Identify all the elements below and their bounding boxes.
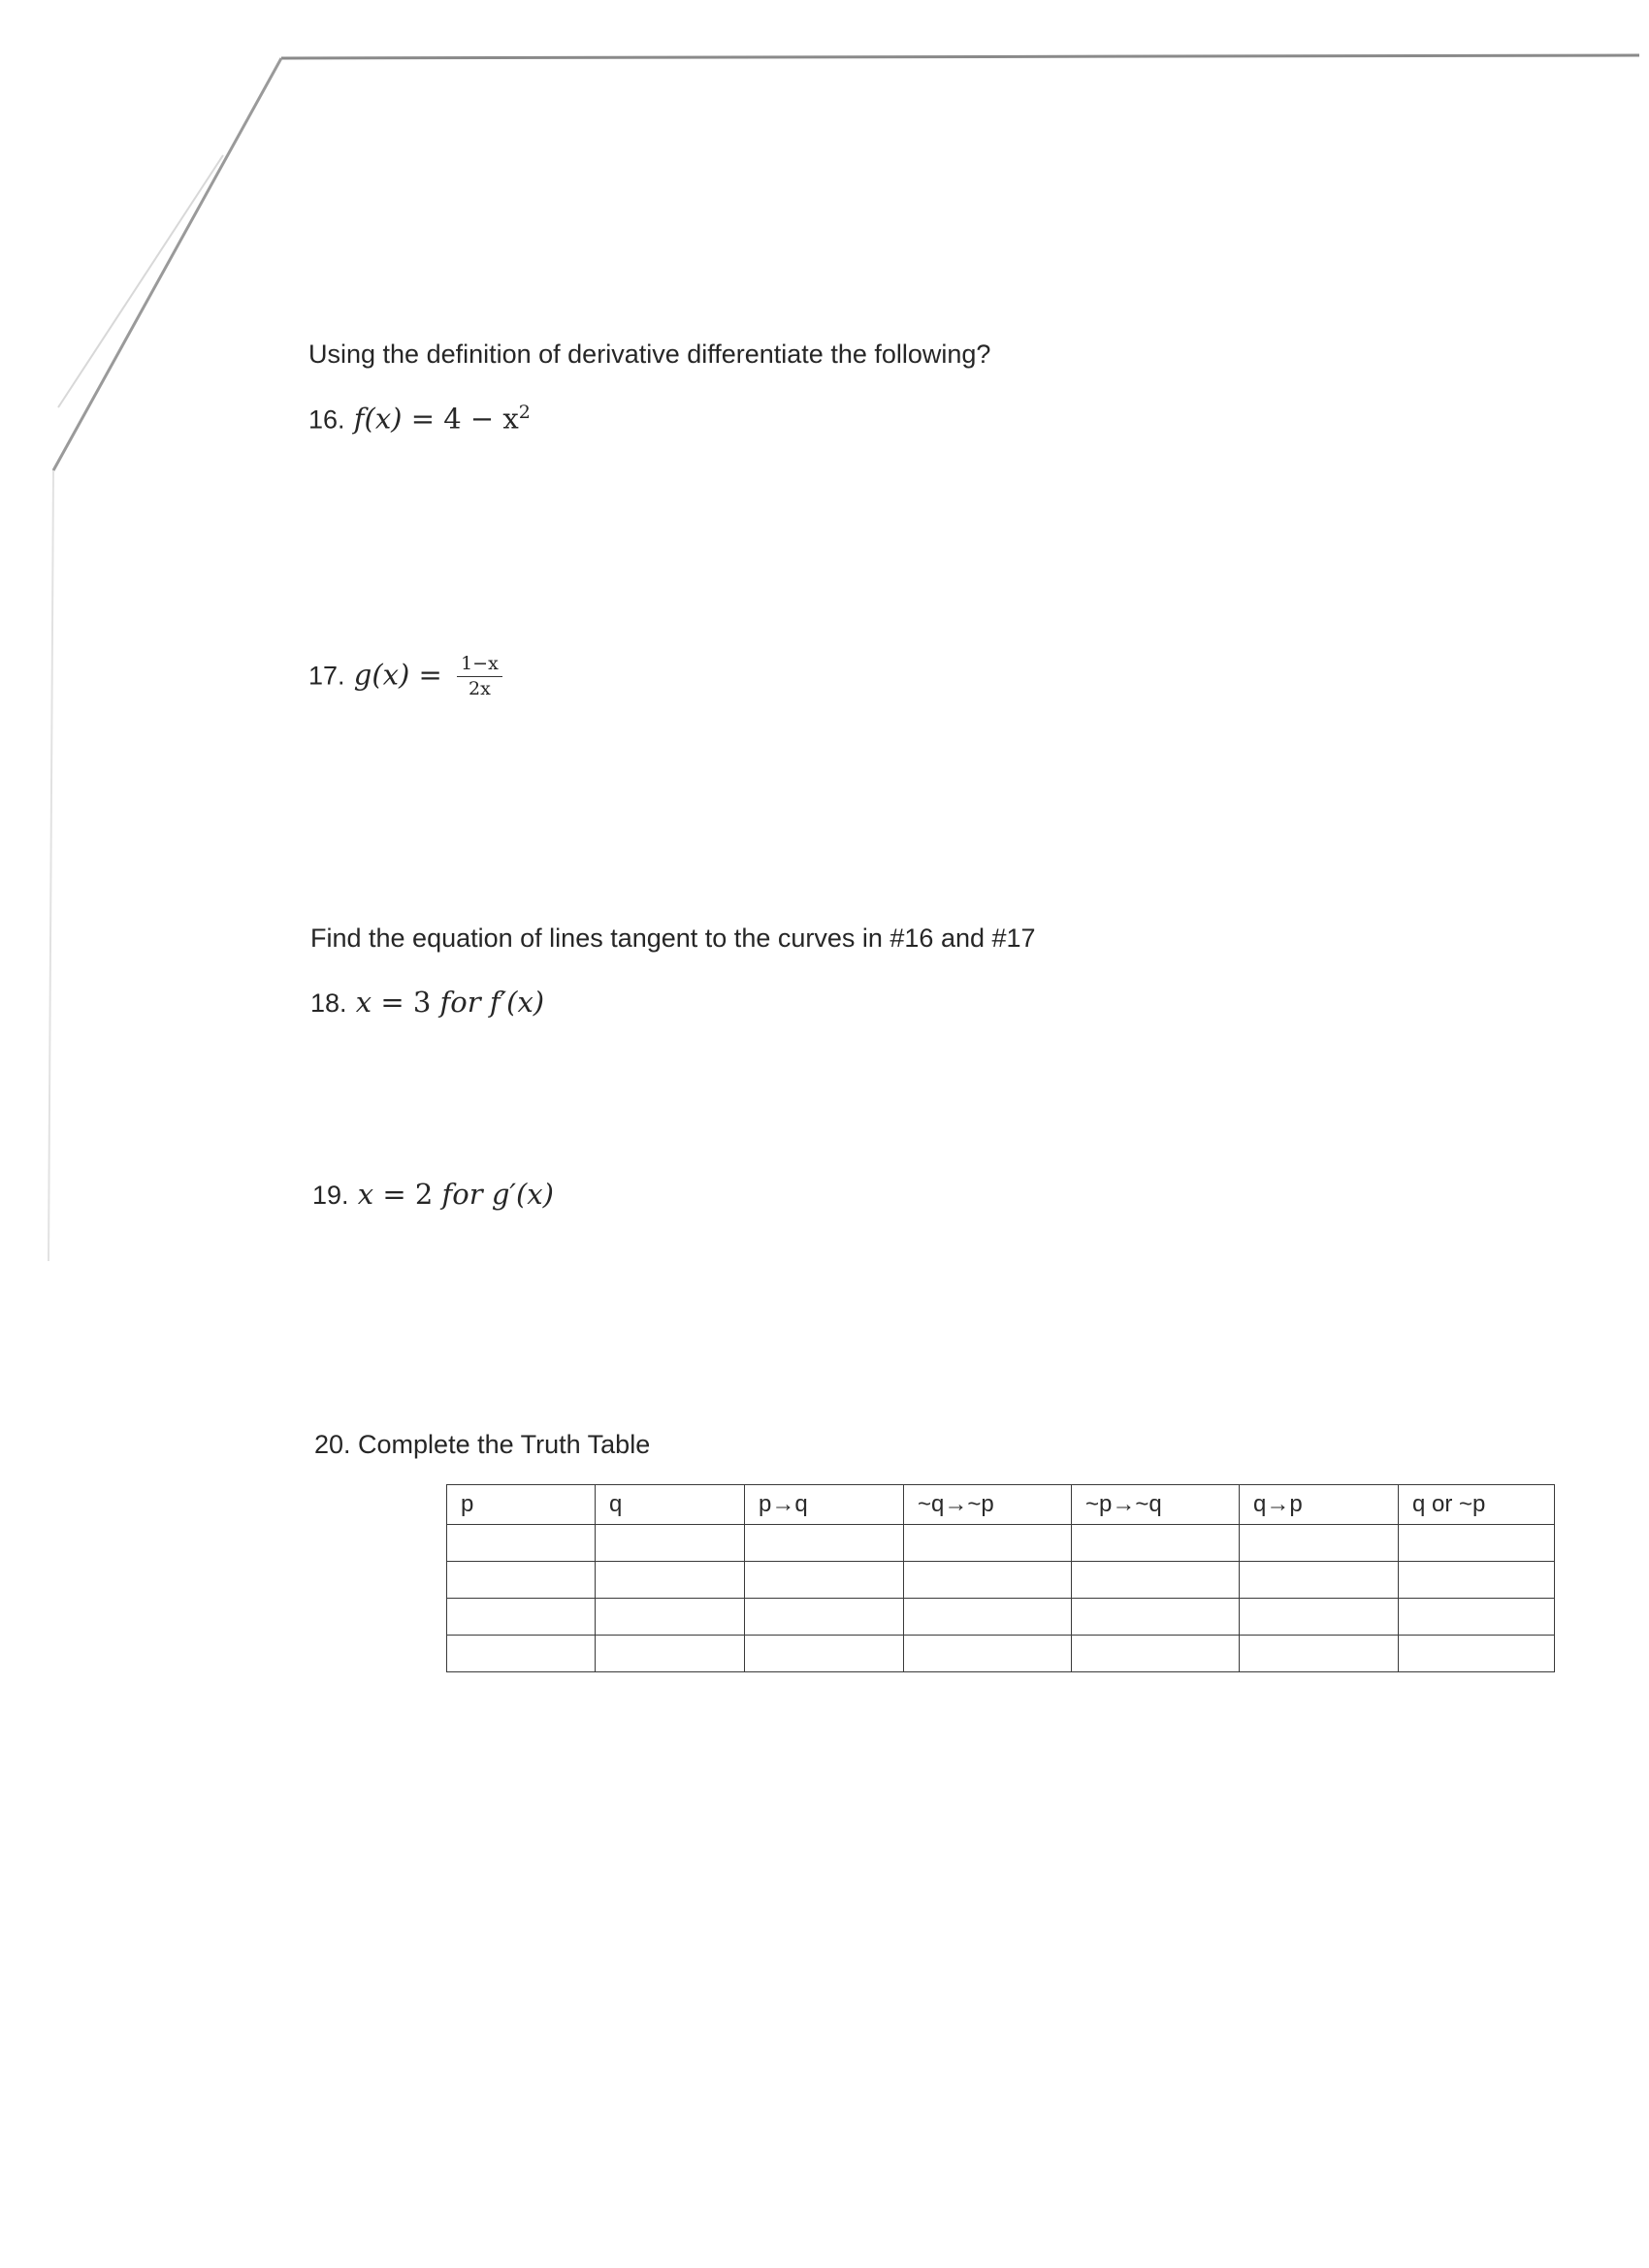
truth-table-header-row <box>447 1485 1555 1525</box>
header-q-implies-p: q→p <box>1240 1485 1399 1525</box>
table-cell[interactable] <box>596 1525 745 1562</box>
function-rhs: = 4 − x <box>410 402 519 436</box>
table-cell[interactable] <box>447 1562 596 1599</box>
value: = 3 <box>380 986 432 1019</box>
table-cell[interactable] <box>596 1599 745 1636</box>
table-cell[interactable] <box>904 1525 1072 1562</box>
table-cell[interactable] <box>1399 1599 1555 1636</box>
table-cell[interactable] <box>1399 1636 1555 1672</box>
problem-17 <box>308 654 502 699</box>
header-not-p-implies-not-q: ~p→~q <box>1072 1485 1240 1525</box>
header-q: q <box>596 1485 745 1525</box>
table-cell[interactable] <box>447 1636 596 1672</box>
table-cell[interactable] <box>1240 1599 1399 1636</box>
function-lhs: g(x) <box>353 658 410 692</box>
header-p-implies-q: p→q <box>745 1485 904 1525</box>
table-cell[interactable] <box>1240 1525 1399 1562</box>
for-word: for <box>441 1178 483 1211</box>
variable: x <box>355 986 372 1019</box>
truth-table <box>446 1484 1555 1672</box>
header-not-q-implies-not-p: ~q→~p <box>904 1485 1072 1525</box>
problem-18 <box>310 986 544 1019</box>
table-cell[interactable] <box>596 1562 745 1599</box>
table-cell[interactable] <box>596 1636 745 1672</box>
value: = 2 <box>382 1178 434 1211</box>
problem-16 <box>308 402 531 436</box>
table-cell[interactable] <box>904 1599 1072 1636</box>
table-cell[interactable] <box>447 1599 596 1636</box>
tangent-instructions: Find the equation of lines tangent to the curves in #16 and #17 <box>310 923 1036 953</box>
derivative-fn: f′(x) <box>489 986 545 1019</box>
table-cell[interactable] <box>745 1599 904 1636</box>
table-cell[interactable] <box>1072 1636 1240 1672</box>
derivative-instructions: Using the definition of derivative differentiate the following? <box>308 340 991 369</box>
fraction <box>457 654 502 699</box>
table-cell[interactable] <box>447 1525 596 1562</box>
table-cell[interactable] <box>745 1636 904 1672</box>
for-word: for <box>439 986 481 1019</box>
exponent: 2 <box>518 402 531 423</box>
problem-20-label: 20. Complete the Truth Table <box>314 1430 651 1459</box>
equals-sign: = <box>418 658 442 692</box>
derivative-fn: g′(x) <box>491 1178 554 1211</box>
table-row <box>447 1562 1555 1599</box>
table-cell[interactable] <box>1072 1599 1240 1636</box>
problem-number: 16. <box>308 405 345 435</box>
problem-number: 19. <box>312 1181 349 1210</box>
table-cell[interactable] <box>1240 1562 1399 1599</box>
table-row <box>447 1599 1555 1636</box>
header-p: p <box>447 1485 596 1525</box>
problem-19 <box>312 1178 554 1211</box>
header-q-or-not-p: q or ~p <box>1399 1485 1555 1525</box>
table-cell[interactable] <box>1399 1525 1555 1562</box>
table-cell[interactable] <box>745 1562 904 1599</box>
table-cell[interactable] <box>1240 1636 1399 1672</box>
table-cell[interactable] <box>904 1562 1072 1599</box>
table-cell[interactable] <box>745 1525 904 1562</box>
table-cell[interactable] <box>1399 1562 1555 1599</box>
table-row <box>447 1636 1555 1672</box>
table-cell[interactable] <box>1072 1562 1240 1599</box>
table-row <box>447 1525 1555 1562</box>
fraction-denominator: 2x <box>469 677 491 699</box>
problem-number: 18. <box>310 988 347 1018</box>
table-cell[interactable] <box>1072 1525 1240 1562</box>
problem-number: 17. <box>308 661 345 691</box>
fraction-numerator: 1−x <box>457 654 502 677</box>
function-lhs: f(x) <box>353 402 403 436</box>
variable: x <box>357 1178 374 1211</box>
table-cell[interactable] <box>904 1636 1072 1672</box>
